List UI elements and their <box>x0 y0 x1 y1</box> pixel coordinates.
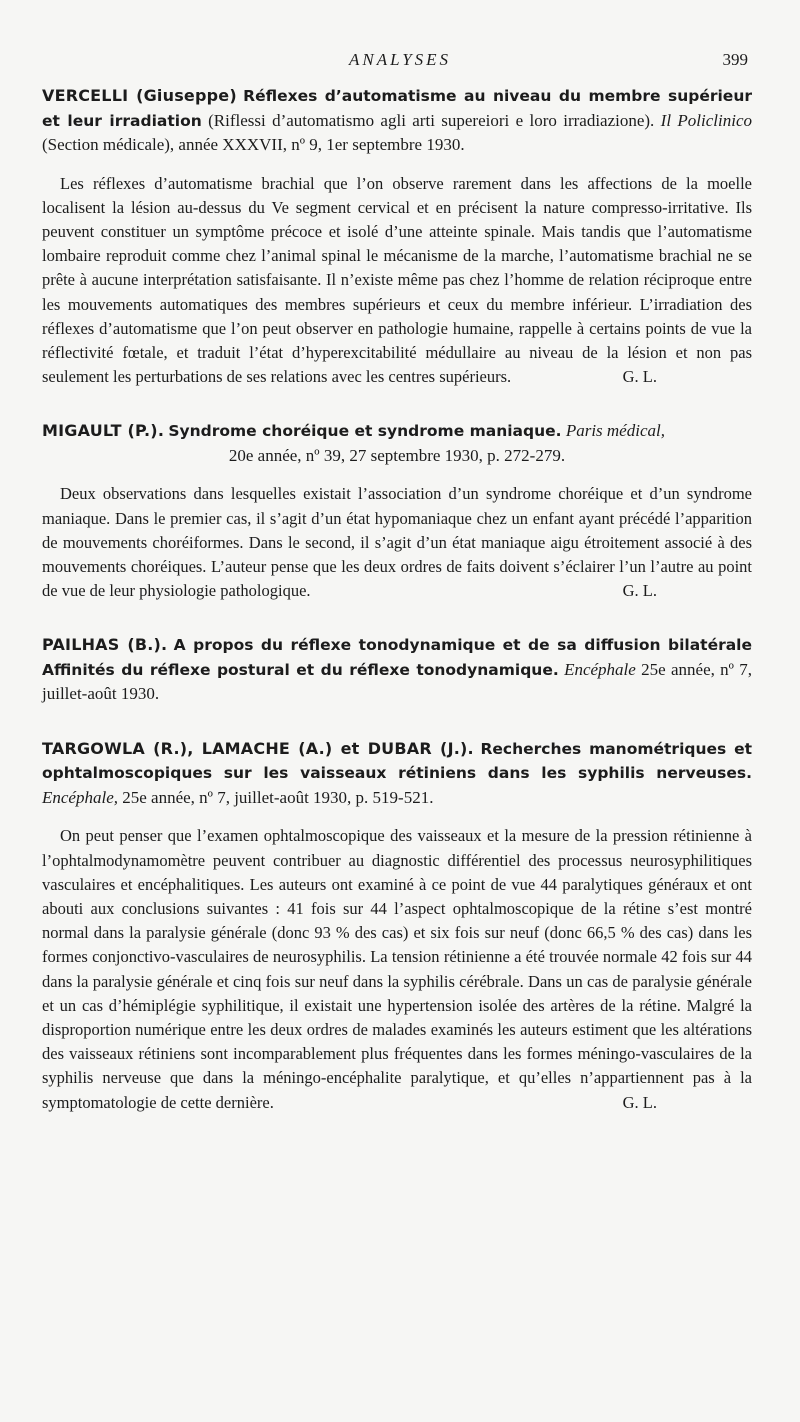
citation <box>42 84 752 158</box>
page-header <box>0 50 800 74</box>
abstract-entry-pailhas <box>42 633 752 707</box>
journal-name: Encéphale <box>564 659 636 679</box>
signature: G. L. <box>622 581 657 601</box>
abstract-entry-targowla <box>42 737 752 1115</box>
article-title: Recherches manométriques et ophtalmoscopiques sur les vaisseaux rétiniens dans les syphilis nerveuses. <box>42 739 752 783</box>
abstract-text <box>42 482 752 603</box>
journal-reference: 25e année, nº 7, juillet-août 1930. <box>42 659 753 704</box>
citation <box>42 419 752 468</box>
journal-name: Encéphale, <box>42 787 118 807</box>
author: MIGAULT (P.). <box>42 421 165 441</box>
journal-name: Il Policlinico <box>660 110 752 130</box>
article-title: Réflexes d’automatisme au niveau du membre supérieur et leur irradiation <box>42 87 752 130</box>
signature: G. L. <box>622 367 657 387</box>
journal-reference: 20e année, nº 39, 27 septembre 1930, p. 272-279. <box>228 445 566 465</box>
abstract-body: Les réflexes d’automatisme brachial que l’on observe rarement dans les affections de la moelle localisent la lésion au-dessus du Ve segment cervical et en précisent la nature compresso-irritative. Ils peuvent constituer un symptôme précoce et isolé d’une atteinte spinale. Mais tandis que l’automatisme lombaire reproduit comme chez l’animal spinal le mécanisme de la marche, l’automatisme brachial ne se prête à aucune interprétation satisfaisante. Il n’existe même pas chez l’homme de relation réciproque entre les mouvements automatiques des membres supérieurs et ceux du membre inférieur. L’irradiation des réflexes d’automatisme que l’on peut observer en pathologie humaine, rappelle à certains points de vue la réflectivité fœtale, et traduit l’état d’hyperexcitabilité médullaire au niveau de la lésion et non pas seulement les perturbations de ses relations avec les centres supérieurs. <box>42 173 752 387</box>
abstract-entry-migault <box>42 419 752 603</box>
article-title: Syndrome choréique et syndrome maniaque. <box>168 422 562 441</box>
journal-name: Paris médical, <box>565 421 665 441</box>
abstract-body: Deux observations dans lesquelles existait l’association d’un syndrome choréique et d’un syndrome maniaque. Dans le premier cas, il s’agit d’un état hypomaniaque chez un enfant ayant précédé l’apparition de mouvements choréiformes. Dans le second, il s’agit d’un état maniaque aigu étroitement associé à des mouvements choréiques. L’auteur pense que les deux ordres de faits doivent s’éclairer l’un l’autre au point de vue de leur physiologie pathologique. <box>42 484 752 601</box>
page-number: 399 <box>722 50 748 69</box>
signature: G. L. <box>622 1092 657 1112</box>
article-body <box>42 84 752 1145</box>
article-subtitle: (Riflessi d’automatismo agli arti supereiori e loro irradiazione). <box>208 110 655 130</box>
author: TARGOWLA (R.), LAMACHE (A.) et DUBAR (J.). <box>42 738 474 758</box>
journal-reference: (Section médicale), année XXXVII, nº 9, 1er septembre 1930. <box>42 135 465 154</box>
journal-reference: 25e année, nº 7, juillet-août 1930, p. 519-521. <box>122 787 434 807</box>
running-title: ANALYSES <box>348 50 452 69</box>
abstract-body: On peut penser que l’examen ophtalmoscopique des vaisseaux et la mesure de la pression rétinienne à l’ophtalmodynamomètre peuvent contribuer au diagnostic différentiel des processus neurosyphilitiques vasculaires et encéphalitiques. Les auteurs ont examiné à ce point de vue 44 paralytiques généraux et ont abouti aux conclusions suivantes : 41 fois sur 44 l’aspect ophtalmoscopique de la rétine s’est montré normal dans la paralysie générale (donc 93 % des cas) et six fois sur neuf (donc 66,5 % des cas) dans les formes conjonctivo-vasculaires de neurosyphilis. La tension rétinienne a été trouvée normale 42 fois sur 44 dans la paralysie générale et cinq fois sur neuf dans la syphilis cérébrale. Dans un cas de paralysie générale et un cas d’hémiplégie syphilitique, il existait une hypertension isolée des artères de la rétine. Malgré la disproportion numérique entre les deux ordres de malades examinés les auteurs estiment que les altérations des vaisseaux rétiniens sont incomparablement plus fréquentes dans les formes méningo-vasculaires de la syphilis nerveuse que dans la méningo-encéphalite paralytique, et qu’elles n’appartiennent pas à la symptomatologie de cette dernière. <box>42 826 752 1112</box>
citation <box>42 633 752 707</box>
article-title: A propos du réflexe tonodynamique et de sa diffusion bilatérale Affinités du réflexe postural et du réflexe tonodynamique. <box>42 636 753 679</box>
abstract-entry-vercelli <box>42 84 752 389</box>
abstract-text <box>42 172 752 390</box>
citation <box>42 737 752 811</box>
author: VERCELLI (Giuseppe) <box>42 86 237 105</box>
abstract-text <box>42 824 752 1114</box>
author: PAILHAS (B.). <box>42 635 168 655</box>
